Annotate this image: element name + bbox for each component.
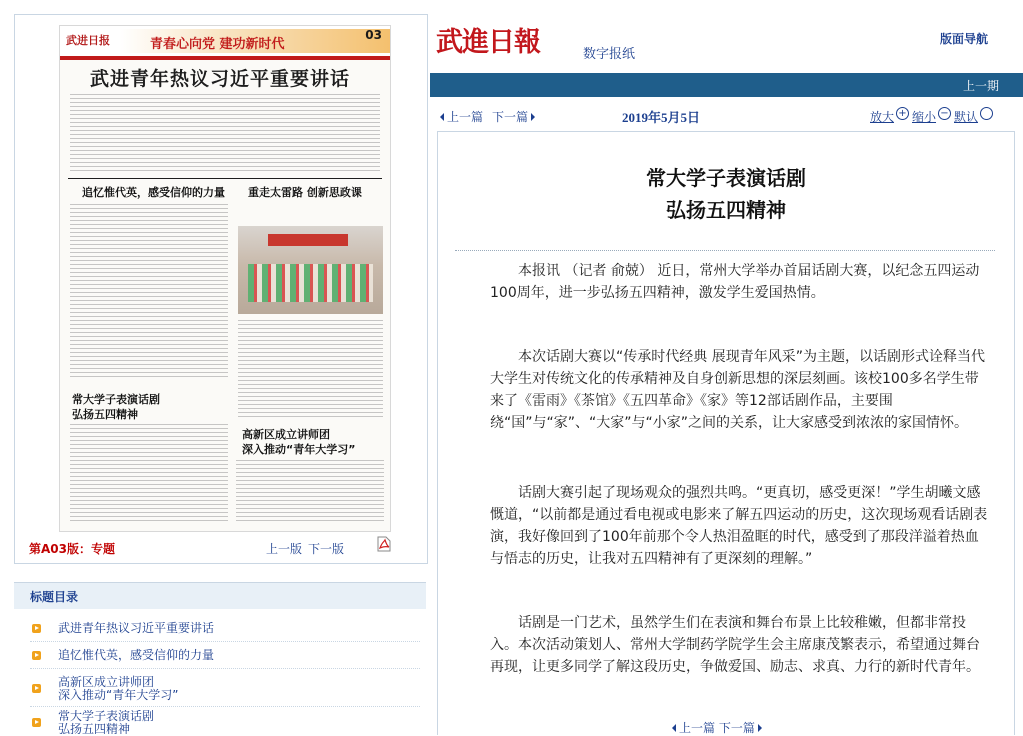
plus-icon[interactable]: + [896,107,909,120]
thumb-paper-name: 武进日报 [66,34,110,47]
arrow-right-icon [531,113,535,121]
thumb-text-block [70,204,228,379]
page-navigation-link[interactable]: 版面导航 [940,32,989,46]
next-page-link[interactable]: 下一版 [308,542,345,556]
default-size-button[interactable]: 默认 [954,110,979,124]
top-nav-bar [430,73,1023,97]
prev-article-label: 上一篇 [447,110,484,124]
title-divider [455,250,995,251]
prev-issue-link[interactable]: 上一期 [962,79,999,93]
prev-article-link[interactable] [440,108,483,125]
thumb-photo [238,226,383,314]
article-title-line1: 常大学子表演话剧 [646,166,806,190]
left-panel [0,0,430,734]
article-paragraph: 话剧是一门艺术，虽然学生们在表演和舞台布景上比较稚嫩，但都非常投入。本次活动策划人、常州大学制药学院学生会主席康茂繁表示，希望通过舞台再现，让更多同学了解这段历史，争做爱国、励志、求真、力行的新时代青年。 [490,615,980,675]
toc-item-label: 武进青年热议习近平重要讲话 [58,621,215,635]
article-title-line2: 弘扬五四精神 [666,198,786,222]
thumb-text-block [70,424,228,524]
toc-bullet-icon [32,624,41,633]
toc-item-label-2: 深入推动“青年大学习” [58,688,179,702]
thumb-headline: 武进青年热议习近平重要讲话 [90,68,351,90]
toc-header [14,582,426,609]
toc-separator [30,668,420,669]
thumb-masthead [60,26,390,56]
zoom-out-button[interactable]: 缩小 [912,110,937,124]
minus-icon[interactable]: − [938,107,951,120]
site-subtitle: 数字报纸 [583,47,636,62]
article-paragraph: 本次话剧大赛以“传承时代经典 展现青年风采”为主题，以话剧形式诠释当代大学生对传统文化的传承精神及自身创新思想的深层刻画。该校100多名学生带来了《雷雨》《茶馆》《五四革命》《家》等12部话剧作品，主要围绕“国”与“家”、“大家”与“小家”之间的关系，让大家感受到浓浓的家国情怀。 [490,349,985,431]
toc-item[interactable] [32,622,412,636]
toc-bullet-icon [32,684,41,693]
arrow-left-icon [672,724,676,732]
thumb-banner [120,29,390,53]
toc-item[interactable] [32,676,412,704]
thumb-text-block [70,94,380,172]
thumb-text-block [236,460,384,524]
bottom-prev-article-link[interactable] [672,721,715,735]
pdf-icon[interactable] [377,536,391,552]
thumb-red-rule [60,56,390,60]
bottom-next-label: 下一篇 [718,721,755,735]
thumb-page-number: 03 [365,28,382,42]
toc-separator [30,641,420,642]
toc-header-label: 标题目录 [30,590,79,604]
toc-item-label: 常大学子表演话剧 [58,710,155,723]
reset-circle-icon[interactable] [980,107,993,120]
arrow-right-icon [758,724,762,732]
next-article-link[interactable] [492,108,535,125]
arrow-left-icon [440,113,444,121]
thumb-subhead-2: 重走太雷路 创新思政课 [248,186,362,199]
thumb-subhead-1: 追忆惟代英，感受信仰的力量 [82,186,225,199]
bottom-article-nav [672,719,762,736]
bottom-next-article-link[interactable] [719,721,762,735]
toc-item-label: 高新区成立讲师团 [58,675,155,689]
article-panel [437,131,1015,735]
section-label: 第A03版：专题 [29,542,115,556]
thumb-divider [68,178,382,179]
toc-bullet-icon [32,718,41,727]
article-paragraph: 本报讯 （记者 俞兢） 近日，常州大学举办首届话剧大赛，以纪念五四运动100周年，进一步弘扬五四精神，激发学生爱国热情。 [490,263,980,301]
toc-item-label-2: 弘扬五四精神 [58,722,131,734]
thumb-subhead-3b: 弘扬五四精神 [72,408,138,421]
zoom-in-button[interactable]: 放大 [870,110,895,124]
bottom-prev-label: 上一篇 [679,721,716,735]
thumb-subhead-4a: 高新区成立讲师团 [242,428,330,441]
toc-item-label: 追忆惟代英，感受信仰的力量 [58,648,215,662]
thumb-photo-banner [268,234,348,246]
thumb-photo-people [248,264,373,302]
page-preview-frame [14,14,428,564]
next-article-label: 下一篇 [492,110,529,124]
toc-separator [30,706,420,707]
thumb-subhead-3a: 常大学子表演话剧 [72,393,160,406]
thumb-banner-text: 青春心向党 建功新时代 [150,37,285,52]
prev-page-link[interactable]: 上一版 [266,542,303,556]
thumb-subhead-4b: 深入推动“青年大学习” [242,443,356,456]
toc-item[interactable] [32,649,412,663]
toc-bullet-icon [32,651,41,660]
article-paragraph: 话剧大赛引起了现场观众的强烈共鸣。“更真切，感受更深！”学生胡曦文感慨道，“以前都是通过看电视或电影来了解五四运动的历史，这次现场观看话剧表演，我好像回到了100年前那个令人热泪盈眶的时代，感受到了那段洋溢着热血与悟志的历史，让我对五四精神有了更深刻的理解。” [490,485,988,567]
site-logo[interactable]: 武進日報 [436,27,540,58]
thumb-text-block [238,320,383,420]
article-toolbar [430,104,1023,126]
toc-item[interactable] [32,710,412,734]
issue-date: 2019年5月5日 [622,110,701,125]
newspaper-page-thumbnail[interactable] [59,25,391,532]
